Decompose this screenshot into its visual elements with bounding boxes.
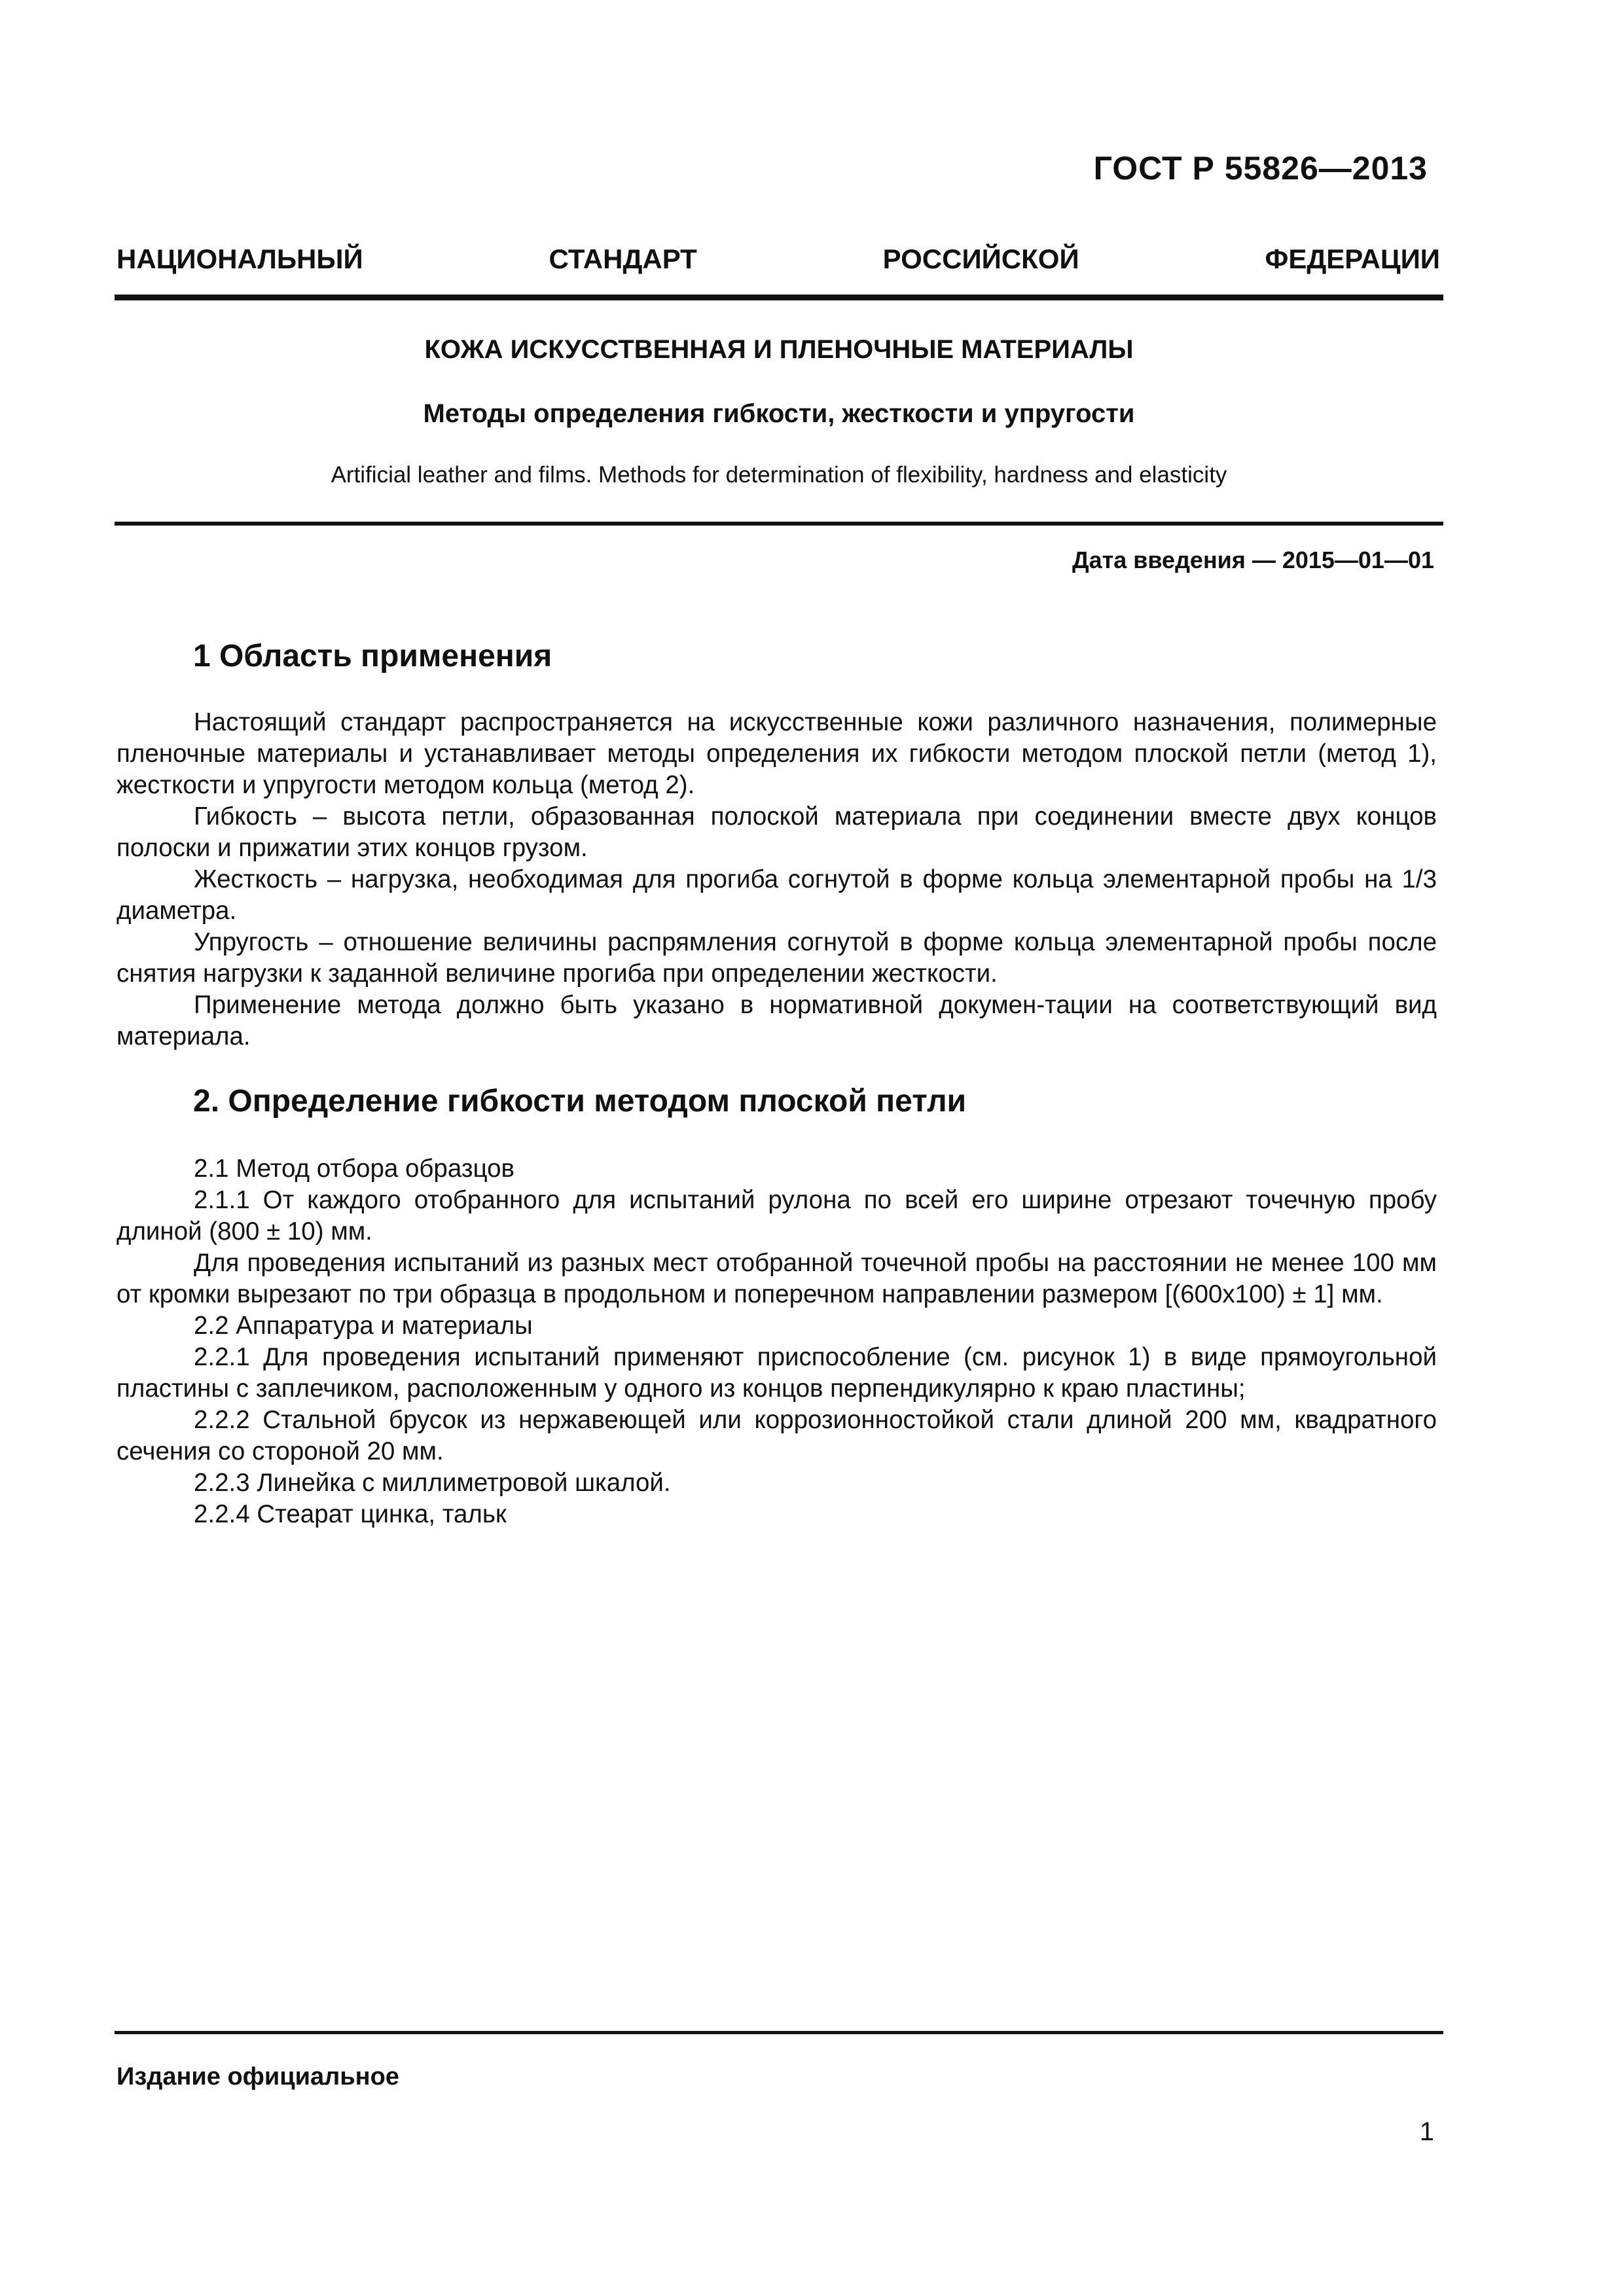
paragraph: 2.1 Метод отбора образцов xyxy=(194,1155,514,1183)
title-divider xyxy=(115,522,1443,526)
section-1-body xyxy=(117,707,1437,1052)
national-standard-banner xyxy=(117,243,1440,275)
english-title: Artificial leather and films. Methods for determination of flexibility, hardness and elasticity xyxy=(331,462,1227,488)
section-2-body xyxy=(117,1153,1437,1530)
paragraph: 2.2.2 Стальной брусок из нержавеющей или коррозионностойкой стали длиной 200 мм, квадратного сечения со стороной 20 мм. xyxy=(117,1406,1437,1465)
document-title: КОЖА ИСКУССТВЕННАЯ И ПЛЕНОЧНЫЕ МАТЕРИАЛЫ xyxy=(424,335,1134,364)
paragraph: 2.2.4 Стеарат цинка, тальк xyxy=(194,1500,507,1528)
paragraph: Применение метода должно быть указано в нормативной докумен-тации на соответствующий вид материала. xyxy=(117,991,1437,1050)
paragraph: Жесткость – нагрузка, необходимая для прогиба согнутой в форме кольца элементарной пробы на 1/3 диаметра. xyxy=(117,865,1437,925)
banner-word-1: НАЦИОНАЛЬНЫЙ xyxy=(117,243,363,274)
page-number: 1 xyxy=(1419,2117,1434,2146)
section-1-heading: 1 Область применения xyxy=(193,639,552,673)
banner-word-4: ФЕДЕРАЦИИ xyxy=(1265,243,1440,274)
paragraph: Упругость – отношение величины распрямления согнутой в форме кольца элементарной пробы после снятия нагрузки к заданной величине прогиба при определении жесткости. xyxy=(117,928,1437,988)
document-code: ГОСТ Р 55826—2013 xyxy=(1093,150,1428,187)
introduction-date: Дата введения — 2015—01—01 xyxy=(1072,547,1434,573)
paragraph: 2.2.1 Для проведения испытаний применяют приспособление (см. рисунок 1) в виде прямоугольной пластины с заплечиком, расположенным у одного из концов перпендикулярно к краю пластины; xyxy=(117,1343,1437,1403)
banner-word-2: СТАНДАРТ xyxy=(549,243,697,274)
banner-word-3: РОССИЙСКОЙ xyxy=(882,243,1079,274)
section-2-heading: 2. Определение гибкости методом плоской петли xyxy=(193,1084,967,1119)
paragraph: Гибкость – высота петли, образованная полоской материала при соединении вместе двух концов полоски и прижатии этих концов грузом. xyxy=(117,802,1437,862)
document-subtitle: Методы определения гибкости, жесткости и упругости xyxy=(423,399,1135,428)
paragraph: 2.2.3 Линейка с миллиметровой шкалой. xyxy=(194,1469,671,1497)
paragraph: Для проведения испытаний из разных мест отобранной точечной пробы на расстоянии не менее 100 мм от кромки вырезают по три образца в продольном и поперечном направлении размером [(600х100) ± 1] мм. xyxy=(117,1249,1437,1308)
paragraph: 2.1.1 От каждого отобранного для испытаний рулона по всей его ширине отрезают точечную пробу длиной (800 ± 10) мм. xyxy=(117,1186,1437,1246)
official-edition-label: Издание официальное xyxy=(117,2063,399,2090)
header-divider xyxy=(115,295,1443,300)
paragraph: Настоящий стандарт распространяется на искусственные кожи различного назначения, полимерные пленочные материалы и устанавливает методы определения их гибкости методом плоской петли (метод 1), жесткости и упругости методом кольца (метод 2). xyxy=(117,708,1437,799)
paragraph: 2.2 Аппаратура и материалы xyxy=(194,1312,533,1340)
footer-divider xyxy=(115,2031,1443,2034)
